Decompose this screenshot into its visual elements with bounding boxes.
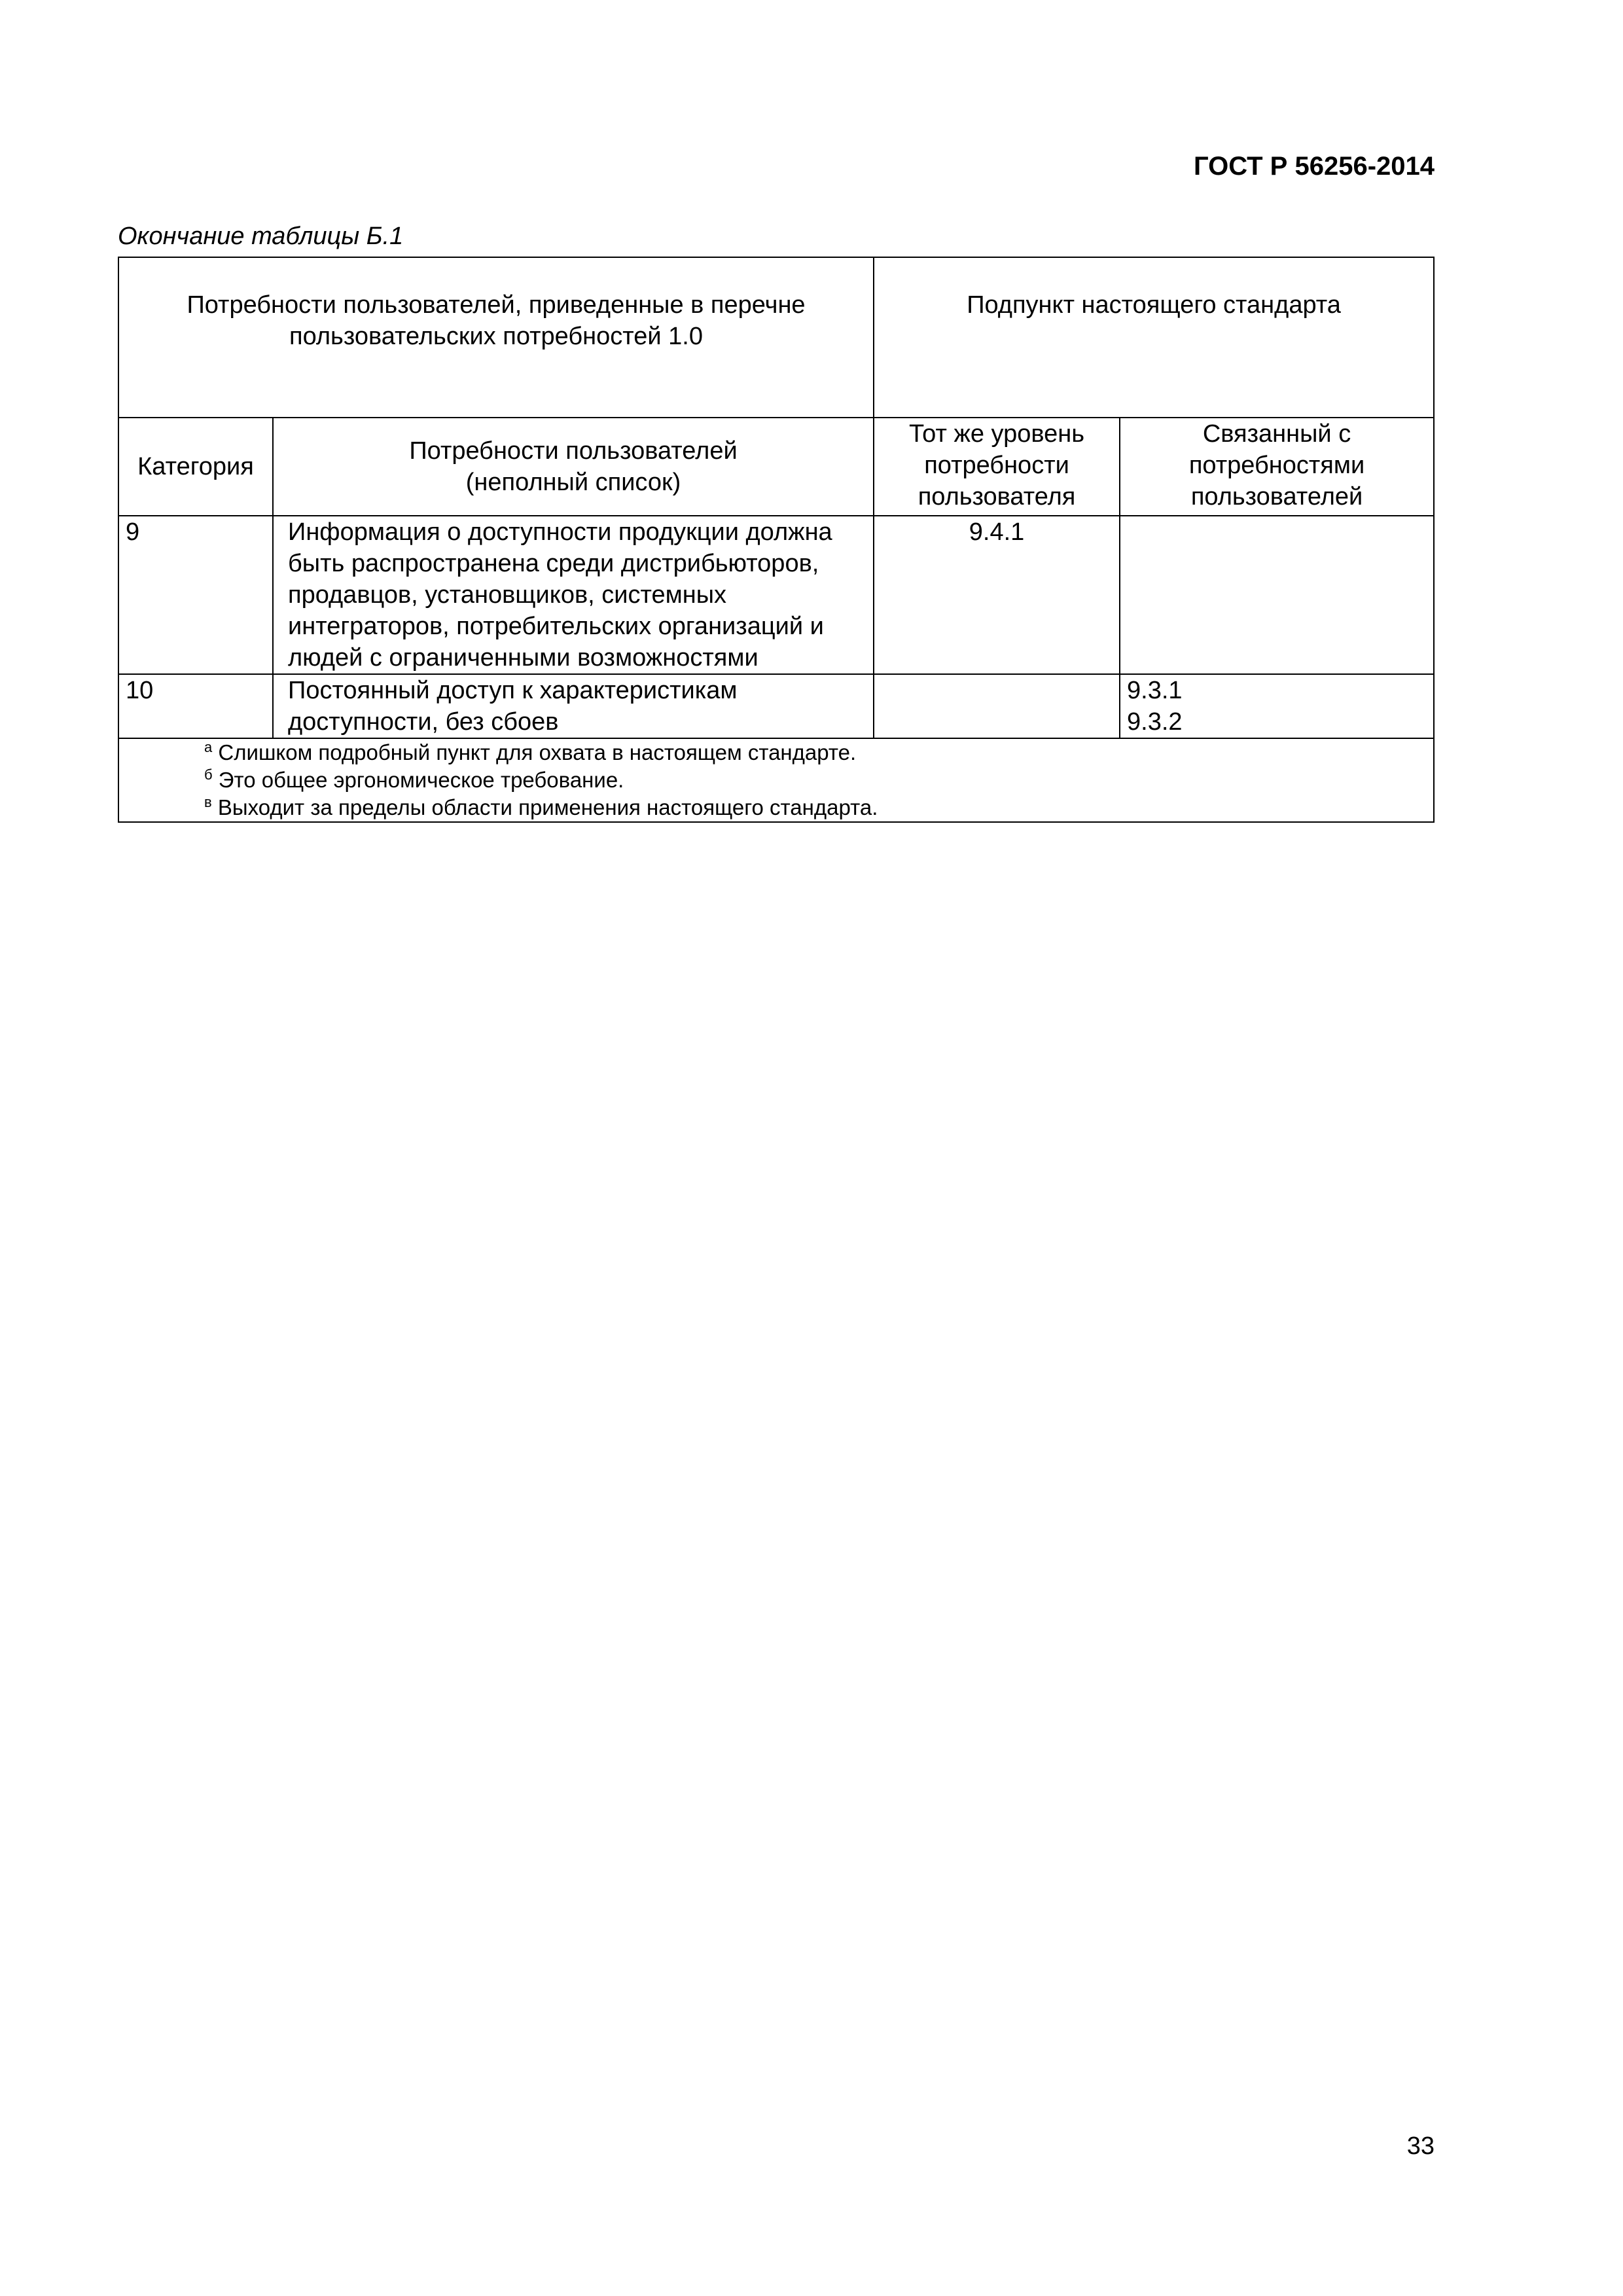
footnote-mark: а (204, 739, 213, 755)
column-header-category: Категория (118, 418, 273, 516)
document-code: ГОСТ Р 56256-2014 (1193, 152, 1435, 181)
group-header-row (118, 257, 1434, 418)
footnotes (118, 738, 1434, 822)
row-related (1120, 674, 1434, 738)
footnote (204, 794, 1433, 821)
row-need: Информация о доступности продукции должна быть распространена среди дистрибьюторов, продавцов, установщиков, системных интеграторов, потребительских организаций и людей с ограниченными возможностями (273, 516, 874, 674)
column-header-same-level: Тот же уровень потребности пользователя (874, 418, 1120, 516)
footnote (204, 766, 1433, 794)
table-row (118, 674, 1434, 738)
row-category: 10 (118, 674, 273, 738)
column-header-needs-note: (неполный список) (465, 469, 681, 496)
footnote-text: Слишком подробный пункт для охвата в настоящем стандарте. (218, 740, 857, 764)
footnote-mark: б (204, 766, 213, 783)
requirements-table (118, 257, 1435, 823)
column-header-row (118, 418, 1434, 516)
footnote-mark: в (204, 794, 212, 810)
footnote-text: Выходит за пределы области применения настоящего стандарта. (217, 795, 878, 819)
column-header-needs (273, 418, 874, 516)
footnote-text: Это общее эргономическое требование. (218, 768, 624, 792)
row-same-level: 9.4.1 (874, 516, 1120, 674)
row-related-value: 9.3.1 (1127, 677, 1183, 704)
footnotes-row (118, 738, 1434, 822)
column-header-related: Связанный с потребностями пользователей (1120, 418, 1434, 516)
row-related (1120, 516, 1434, 674)
footnote (204, 739, 1433, 766)
row-related-value: 9.3.2 (1127, 708, 1183, 736)
group-header-needs: Потребности пользователей, приведенные в перечне пользовательских потребностей 1.0 (118, 257, 874, 418)
page-number: 33 (1406, 2132, 1435, 2160)
row-need: Постоянный доступ к характеристикам доступности, без сбоев (273, 674, 874, 738)
row-category: 9 (118, 516, 273, 674)
table-row (118, 516, 1434, 674)
group-header-standard-subclause: Подпункт настоящего стандарта (874, 257, 1434, 418)
row-same-level (874, 674, 1120, 738)
table-caption: Окончание таблицы Б.1 (118, 223, 404, 250)
column-header-needs-title: Потребности пользователей (409, 437, 738, 465)
